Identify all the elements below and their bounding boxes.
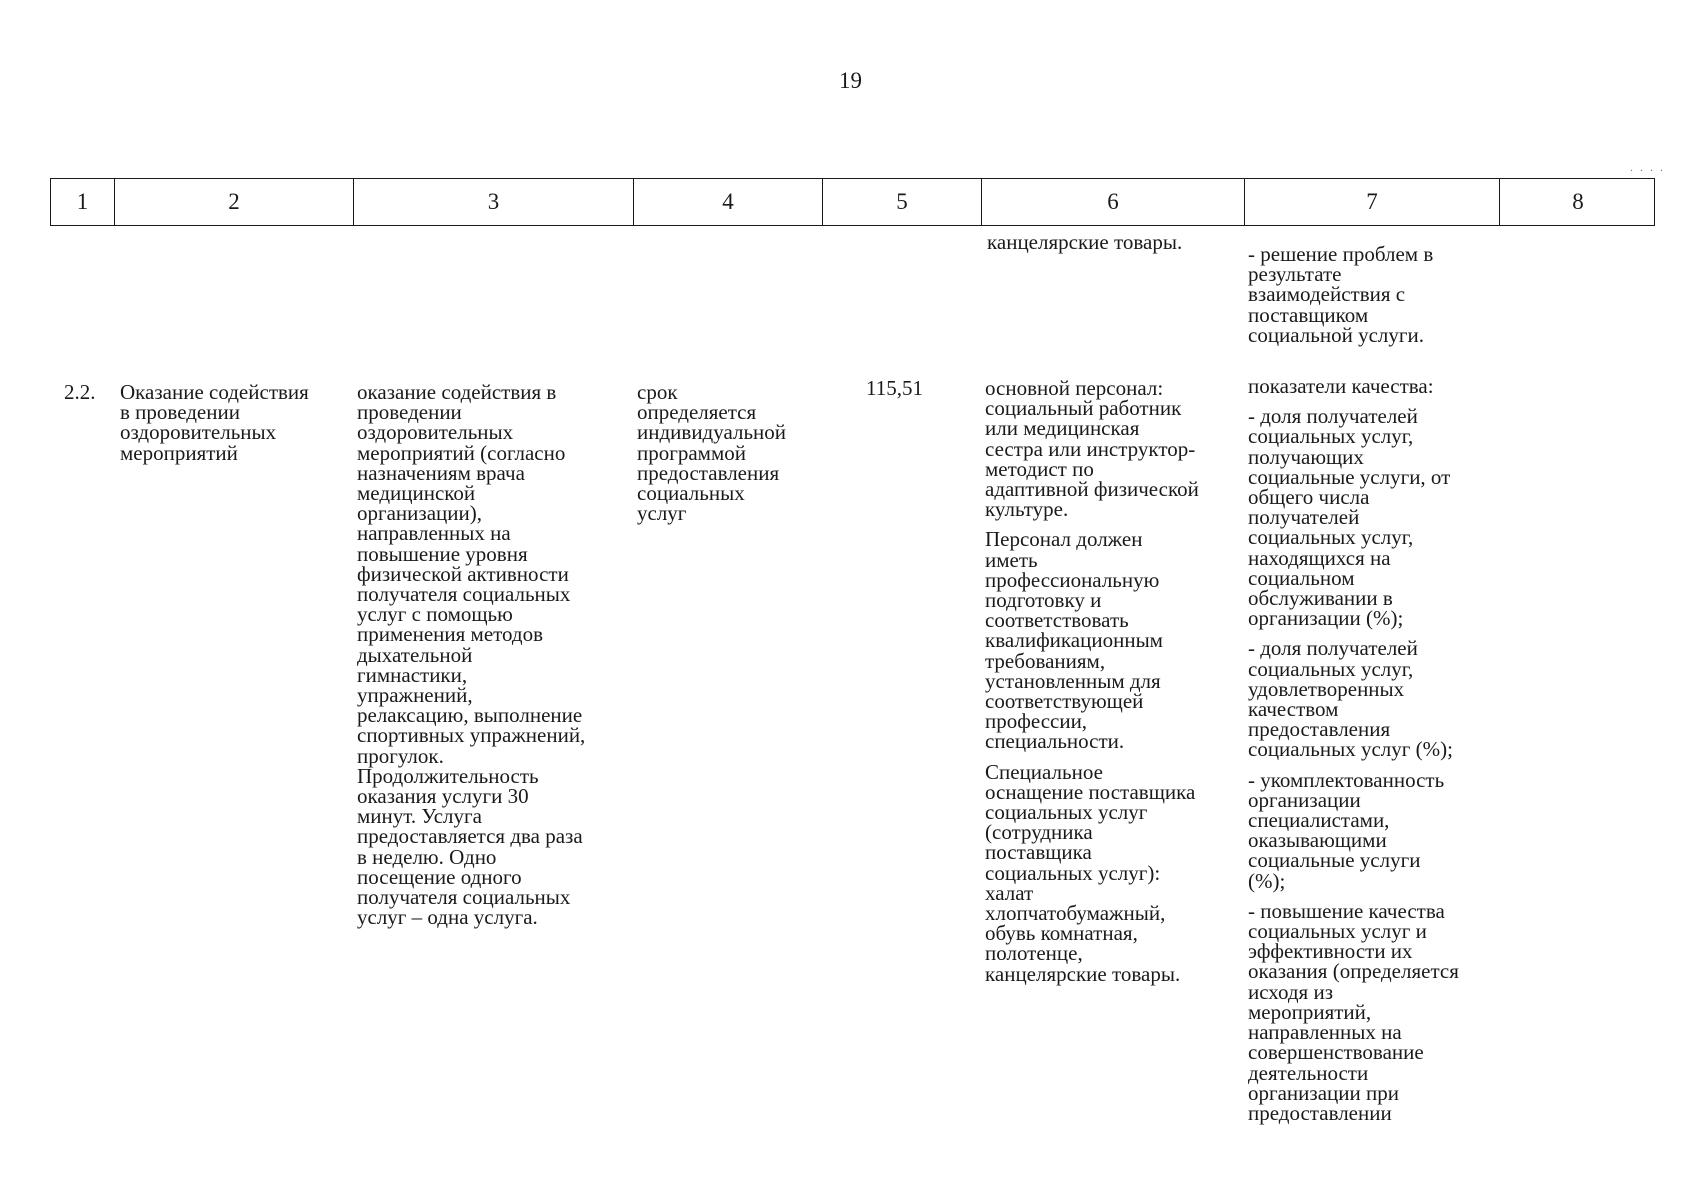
header-col-3: 3 <box>353 179 633 225</box>
header-col-2: 2 <box>114 179 353 225</box>
service-description: оказание содействия в проведении оздоровительных мероприятий (согласно назначениям врача медицинской организации), направленных на повышение уровня физической активности получателя социальных услуг с помощью применения методов дыхательной гимнастики, упражнений, релаксацию, выполнение спортивных упражнений, прогулок. Продолжительность оказания услуги 30 минут. Услуга предоставляется два раза в неделю. Одно посещение одного получателя социальных услуг – одна услуга. <box>357 380 586 930</box>
carryover-conditions: канцелярские товары. <box>987 230 1183 254</box>
header-col-7: 7 <box>1244 179 1499 225</box>
quality-indicators <box>1248 376 1459 1133</box>
service-tariff: 115,51 <box>866 376 923 400</box>
header-col-8: 8 <box>1499 179 1656 225</box>
header-col-1: 1 <box>76 189 89 214</box>
service-term: срок определяется индивидуальной программой предоставления социальных услуг <box>637 380 786 526</box>
indicator-quality-improvement: - повышение качества социальных услуг и эффективности их оказания (определяется исходя из мероприятий, направленных на совершенствование деятельности организации при предоставлении <box>1248 898 1459 1125</box>
indicators-title: показатели качества: <box>1248 374 1434 398</box>
column-number-header <box>50 178 1655 226</box>
indicator-share-receiving: - доля получателей социальных услуг, получающих социальные услуги, от общего числа получателей социальных услуг, находящихся на социальном обслуживании в организации (%); <box>1248 404 1451 631</box>
conditions-equipment: Специальное оснащение поставщика социальных услуг (сотрудника поставщика социальных услуг): халат хлопчатобумажный, обувь комнатная, полотенце, канцелярские товары. <box>985 759 1196 986</box>
row-number: 2.2. <box>64 380 96 404</box>
page-number: 19 <box>839 68 862 93</box>
scan-artifact: . . . . <box>1630 160 1665 174</box>
header-col-6: 6 <box>981 179 1244 225</box>
conditions-staff: основной персонал: социальный работник или медицинская сестра или инструктор- методист по адаптивной физической культуре. <box>985 376 1199 522</box>
indicator-staffing: - укомплектованность организации специалистами, оказывающими социальные услуги (%); <box>1248 767 1445 893</box>
conditions-qualification: Персонал должен иметь профессиональную подготовку и соответствовать квалификационным требованиям, установленным для соответствующей профессии, специальности. <box>985 527 1163 754</box>
header-col-5: 5 <box>822 179 981 225</box>
indicator-share-satisfied: - доля получателей социальных услуг, удовлетворенных качеством предоставления социальных услуг (%); <box>1248 636 1453 762</box>
carryover-indicators: - решение проблем в результате взаимодействия с поставщиком социальной услуги. <box>1248 242 1434 347</box>
header-col-4: 4 <box>633 179 822 225</box>
service-conditions <box>985 378 1199 994</box>
service-name: Оказание содействия в проведении оздоровительных мероприятий <box>120 380 309 465</box>
